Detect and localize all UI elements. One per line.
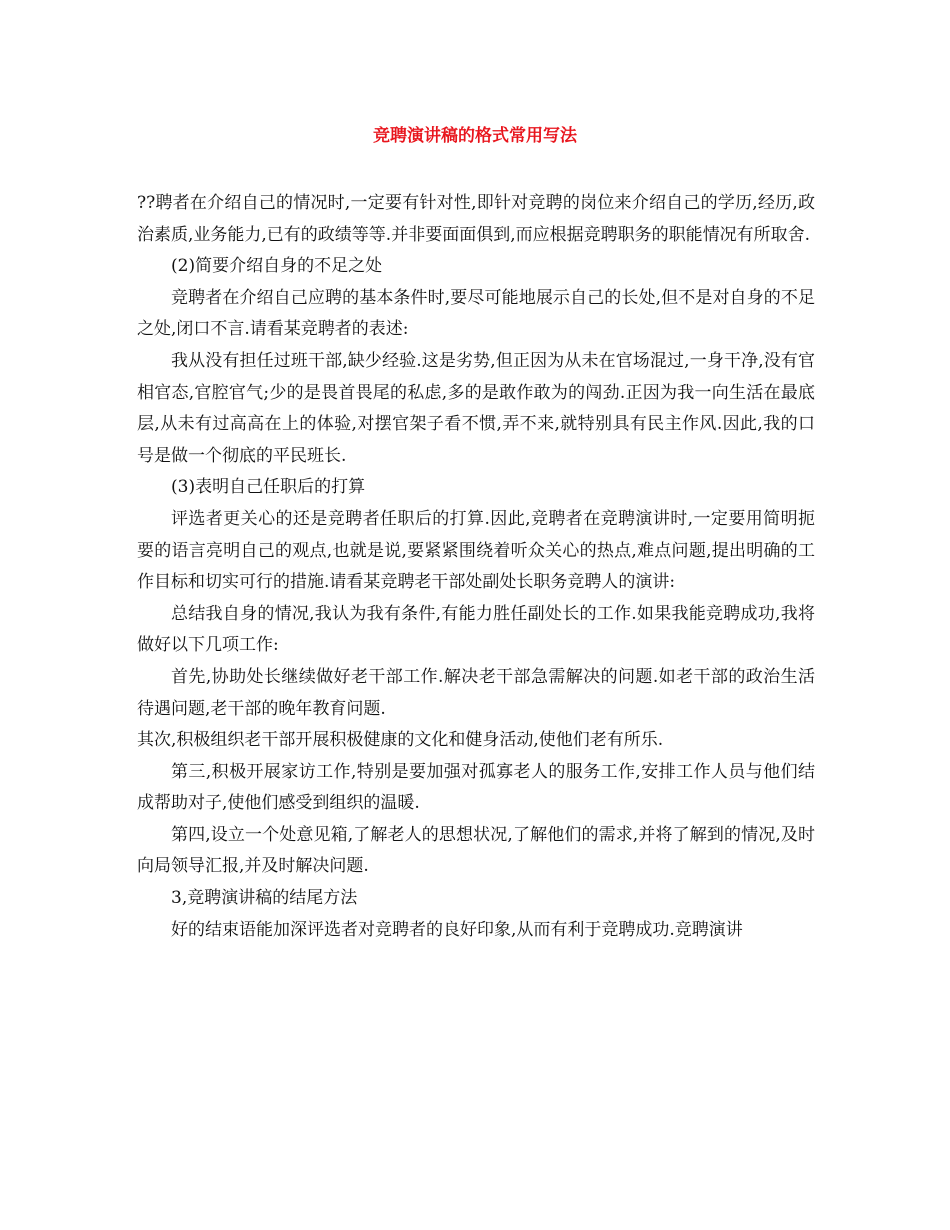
document-title: 竞聘演讲稿的格式常用写法 [373, 126, 577, 146]
paragraph: 第三,积极开展家访工作,特别是要加强对孤寡老人的服务工作,安排工作人员与他们结成帮助对子,使他们感受到组织的温暖. [137, 761, 815, 814]
paragraph: 我从没有担任过班干部,缺少经验.这是劣势,但正因为从未在官场混过,一身干净,没有官相官态,官腔官气;少的是畏首畏尾的私虑,多的是敢作敢为的闯劲.正因为我一向生活在最底层,从未有过高高在上的体验,对摆官架子看不惯,弄不来,就特别具有民主作风.因此,我的口号是做一个彻底的平民班长. [137, 350, 815, 466]
paragraph: 竞聘者在介绍自己应聘的基本条件时,要尽可能地展示自己的长处,但不是对自身的不足之处,闭口不言.请看某竞聘者的表述: [137, 287, 815, 340]
paragraph: 3,竞聘演讲稿的结尾方法 [171, 888, 358, 909]
paragraph: 好的结束语能加深评选者对竞聘者的良好印象,从而有利于竞聘成功.竞聘演讲 [171, 919, 743, 940]
paragraph: 总结我自身的情况,我认为我有条件,有能力胜任副处长的工作.如果我能竞聘成功,我将做好以下几项工作: [137, 603, 815, 656]
document-body [137, 188, 815, 946]
paragraph: 首先,协助处长继续做好老干部工作.解决老干部急需解决的问题.如老干部的政治生活待遇问题,老干部的晚年教育问题. [137, 666, 815, 719]
paragraph: 第四,设立一个处意见箱,了解老人的思想状况,了解他们的需求,并将了解到的情况,及时向局领导汇报,并及时解决问题. [137, 824, 815, 877]
paragraph: (3)表明自己任职后的打算 [171, 477, 366, 498]
paragraph: (2)简要介绍自身的不足之处 [171, 256, 383, 277]
paragraph: 评选者更关心的还是竞聘者任职后的打算.因此,竞聘者在竞聘演讲时,一定要用简明扼要的语言亮明自己的观点,也就是说,要紧紧围绕着听众关心的热点,难点问题,提出明确的工作目标和切实可行的措施.请看某竞聘老干部处副处长职务竞聘人的演讲: [137, 508, 815, 593]
paragraph: ??聘者在介绍自己的情况时,一定要有针对性,即针对竞聘的岗位来介绍自己的学历,经历,政治素质,业务能力,已有的政绩等等.并非要面面俱到,而应根据竞聘职务的职能情况有所取舍. [137, 193, 815, 245]
paragraph: 其次,积极组织老干部开展积极健康的文化和健身活动,使他们老有所乐. [137, 730, 664, 751]
